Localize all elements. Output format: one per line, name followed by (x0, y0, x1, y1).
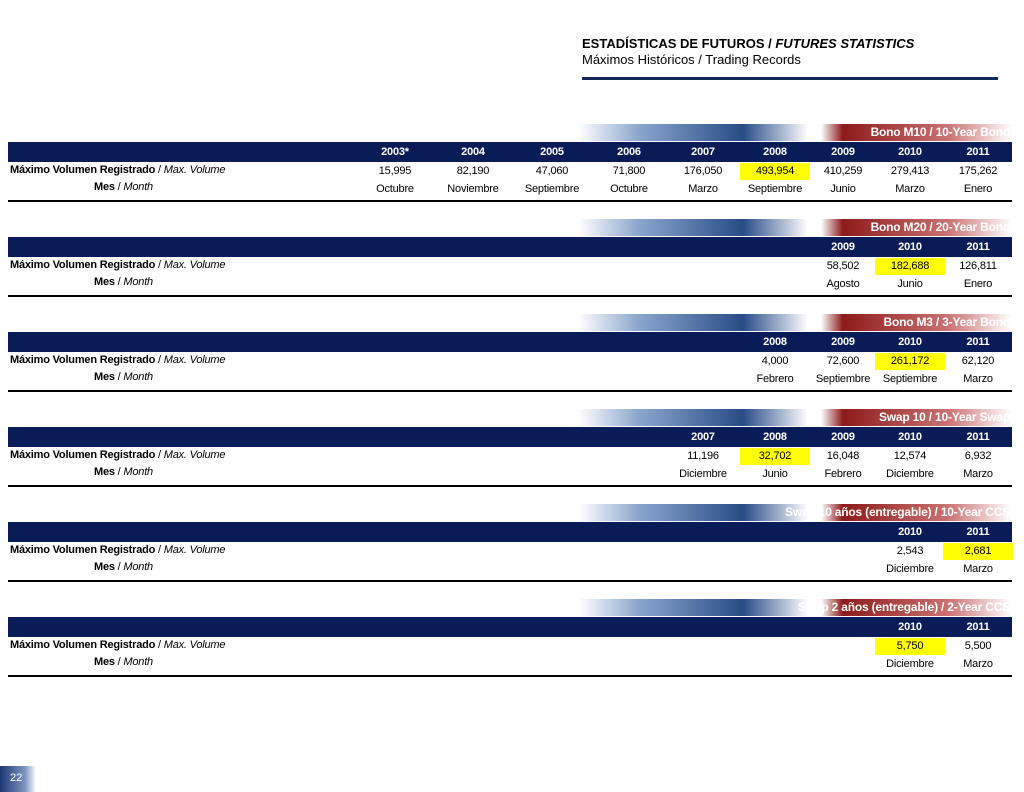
year-header-cell: 2005 (540, 146, 564, 158)
month-cell: Diciembre (886, 563, 934, 575)
volume-cell: 6,932 (964, 450, 992, 462)
month-cell: Junio (897, 278, 923, 290)
year-header-cell: 2004 (461, 146, 485, 158)
month-label-es: Mes (94, 466, 115, 478)
table-title-band (578, 504, 1012, 521)
year-header-cell: 2011 (966, 146, 990, 158)
month-label (94, 561, 153, 573)
volume-cell: 175,262 (958, 165, 998, 177)
max-volume-label (10, 164, 225, 176)
table-bottom-rule (8, 390, 1012, 392)
year-header-cell: 2009 (831, 431, 855, 443)
month-label-es: Mes (94, 276, 115, 288)
max-volume-label (10, 449, 225, 461)
month-label (94, 276, 153, 288)
month-cell: Febrero (824, 468, 862, 480)
table-title: Swap 10 / 10-Year Swap (878, 410, 1010, 424)
month-cell: Marzo (895, 183, 925, 195)
table-title: Swap 10 años (entregable) / 10-Year CCS (785, 505, 1010, 519)
stats-table (8, 599, 1012, 679)
volume-cell: 5,500 (964, 640, 992, 652)
max-volume-label-en: Max. Volume (163, 354, 226, 366)
month-cell: Febrero (756, 373, 794, 385)
month-cell: Diciembre (886, 658, 934, 670)
label-separator: / (114, 466, 124, 478)
table-title-band (578, 124, 1012, 141)
label-separator: / (155, 544, 164, 556)
volume-cell: 2,681 (943, 543, 1013, 560)
month-label-es: Mes (94, 181, 115, 193)
table-bottom-rule (8, 485, 1012, 487)
year-header-bar (8, 617, 1012, 637)
month-label-en: Month (123, 656, 153, 668)
max-volume-label-en: Max. Volume (163, 164, 226, 176)
max-volume-label-es: Máximo Volumen Registrado (10, 354, 156, 366)
title-english: FUTURES STATISTICS (775, 36, 915, 51)
year-header-cell: 2011 (966, 621, 990, 633)
month-cell: Junio (762, 468, 788, 480)
month-cell: Marzo (963, 563, 993, 575)
month-cell: Agosto (826, 278, 860, 290)
volume-cell: 279,413 (890, 165, 930, 177)
max-volume-label-es: Máximo Volumen Registrado (10, 639, 156, 651)
month-label-es: Mes (94, 656, 115, 668)
table-title: Bono M3 / 3-Year Bond (883, 315, 1010, 329)
month-cell: Junio (830, 183, 856, 195)
stats-table (8, 219, 1012, 299)
max-volume-label-en: Max. Volume (163, 639, 226, 651)
year-header-cell: 2009 (831, 336, 855, 348)
month-cell: Marzo (963, 468, 993, 480)
year-header-cell: 2010 (898, 431, 922, 443)
page-number: 22 (10, 772, 23, 784)
month-cell: Enero (963, 278, 993, 290)
max-volume-label (10, 639, 225, 651)
label-separator: / (155, 354, 164, 366)
table-title: Bono M10 / 10-Year Bond (870, 125, 1010, 139)
label-separator: / (155, 164, 164, 176)
year-header-cell: 2010 (898, 621, 922, 633)
year-header-cell: 2003* (381, 146, 409, 158)
volume-cell: 2,543 (896, 545, 924, 557)
label-separator: / (155, 639, 164, 651)
month-label-en: Month (123, 371, 153, 383)
label-separator: / (155, 259, 164, 271)
month-label-en: Month (123, 561, 153, 573)
volume-cell: 62,120 (961, 355, 995, 367)
year-header-cell: 2010 (898, 146, 922, 158)
month-cell: Noviembre (447, 183, 499, 195)
page-header (582, 36, 998, 68)
volume-cell: 16,048 (826, 450, 860, 462)
volume-cell: 32,702 (740, 448, 810, 465)
year-header-cell: 2007 (691, 146, 715, 158)
volume-cell: 47,060 (535, 165, 569, 177)
year-header-cell: 2010 (898, 526, 922, 538)
month-cell: Septiembre (882, 373, 938, 385)
max-volume-label (10, 259, 225, 271)
max-volume-label-en: Max. Volume (163, 259, 226, 271)
volume-cell: 11,196 (687, 450, 719, 462)
page-title (582, 36, 998, 52)
stats-table (8, 409, 1012, 489)
volume-cell: 82,190 (456, 165, 490, 177)
label-separator: / (155, 449, 164, 461)
table-bottom-rule (8, 200, 1012, 202)
year-header-cell: 2008 (763, 146, 787, 158)
volume-cell: 176,050 (683, 165, 723, 177)
month-label (94, 656, 153, 668)
table-title: Swap 2 años (entregable) / 2-Year CCS (797, 600, 1010, 614)
max-volume-label (10, 354, 225, 366)
volume-cell: 72,600 (826, 355, 860, 367)
month-label-en: Month (123, 181, 153, 193)
month-label-en: Month (123, 276, 153, 288)
max-volume-label-en: Max. Volume (163, 449, 226, 461)
max-volume-label-es: Máximo Volumen Registrado (10, 449, 156, 461)
month-cell: Diciembre (886, 468, 934, 480)
volume-cell: 58,502 (826, 260, 860, 272)
year-header-bar (8, 522, 1012, 542)
volume-cell: 71,800 (612, 165, 646, 177)
label-separator: / (114, 656, 124, 668)
table-title-band (578, 599, 1012, 616)
month-cell: Septiembre (815, 373, 871, 385)
volume-cell: 493,954 (740, 163, 810, 180)
month-cell: Diciembre (679, 468, 727, 480)
table-bottom-rule (8, 295, 1012, 297)
month-cell: Septiembre (747, 183, 803, 195)
table-bottom-rule (8, 580, 1012, 582)
table-title-band (578, 409, 1012, 426)
year-header-cell: 2011 (966, 431, 990, 443)
month-cell: Septiembre (524, 183, 580, 195)
month-label (94, 371, 153, 383)
month-cell: Marzo (688, 183, 718, 195)
header-rule (582, 77, 998, 80)
month-cell: Octubre (610, 183, 648, 195)
volume-cell: 182,688 (875, 258, 945, 275)
max-volume-label-es: Máximo Volumen Registrado (10, 164, 156, 176)
volume-cell: 410,259 (823, 165, 863, 177)
month-label (94, 181, 153, 193)
month-label-en: Month (123, 466, 153, 478)
month-cell: Enero (963, 183, 993, 195)
label-separator: / (114, 561, 124, 573)
year-header-cell: 2009 (831, 146, 855, 158)
year-header-cell: 2011 (966, 241, 990, 253)
volume-cell: 126,811 (959, 260, 997, 272)
title-spanish: ESTADÍSTICAS DE FUTUROS (582, 36, 765, 51)
year-header-cell: 2011 (966, 526, 990, 538)
title-separator: / (764, 36, 776, 51)
year-header-cell: 2010 (898, 336, 922, 348)
year-header-cell: 2008 (763, 336, 787, 348)
table-title-band (578, 219, 1012, 236)
volume-cell: 4,000 (761, 355, 789, 367)
table-title-band (578, 314, 1012, 331)
max-volume-label-en: Max. Volume (163, 544, 226, 556)
year-header-cell: 2008 (763, 431, 787, 443)
volume-cell: 5,750 (875, 638, 945, 655)
stats-table (8, 124, 1012, 204)
max-volume-label-es: Máximo Volumen Registrado (10, 259, 156, 271)
max-volume-label-es: Máximo Volumen Registrado (10, 544, 156, 556)
max-volume-label (10, 544, 225, 556)
year-header-cell: 2010 (898, 241, 922, 253)
page-number-badge (0, 766, 36, 792)
month-cell: Marzo (963, 658, 993, 670)
month-cell: Marzo (963, 373, 993, 385)
page-subtitle: Máximos Históricos / Trading Records (582, 52, 801, 67)
stats-table (8, 314, 1012, 394)
volume-cell: 15,995 (378, 165, 412, 177)
volume-cell: 12,574 (893, 450, 927, 462)
label-separator: / (114, 371, 124, 383)
year-header-cell: 2011 (966, 336, 990, 348)
month-label-es: Mes (94, 561, 115, 573)
stats-table (8, 504, 1012, 584)
year-header-cell: 2009 (831, 241, 855, 253)
table-bottom-rule (8, 675, 1012, 677)
year-header-cell: 2006 (617, 146, 641, 158)
volume-cell: 261,172 (875, 353, 945, 370)
label-separator: / (114, 276, 124, 288)
month-label (94, 466, 153, 478)
label-separator: / (114, 181, 124, 193)
month-label-es: Mes (94, 371, 115, 383)
year-header-cell: 2007 (691, 431, 715, 443)
month-cell: Octubre (376, 183, 414, 195)
table-title: Bono M20 / 20-Year Bond (870, 220, 1010, 234)
